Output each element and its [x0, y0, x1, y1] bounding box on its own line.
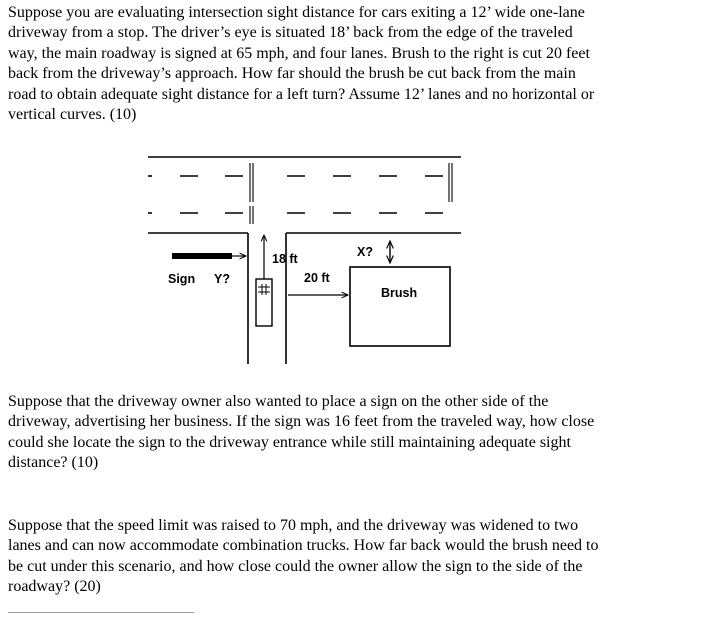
question-2-line: Suppose that the driveway owner also wanted to place a sign on the other side of the	[8, 393, 549, 410]
question-1-line: road to obtain adequate sight distance for a left turn? Assume 12’ lanes and no horizontal or	[8, 85, 595, 103]
brush-area	[350, 267, 450, 346]
question-1-text	[8, 3, 688, 125]
question-1-line: back from the driveway’s approach. How far should the brush be cut back from the main	[8, 65, 576, 83]
x-label: X?	[357, 245, 373, 259]
intersection-diagram	[0, 140, 701, 380]
question-3-line: be cut under this scenario, and how close could the owner allow the sign to the side of the	[8, 557, 583, 575]
bottom-divider	[8, 612, 194, 613]
question-3-line: lanes and can now accommodate combination trucks. How far back would the brush need to	[8, 537, 599, 555]
brush-label: Brush	[381, 286, 418, 300]
question-1-line: way, the main roadway is signed at 65 mph, and four lanes. Brush to the right is cut 20 feet	[8, 44, 590, 62]
question-1-line: driveway from a stop. The driver’s eye is situated 18’ back from the edge of the traveled	[8, 24, 573, 42]
question-2-line: distance? (10)	[8, 454, 99, 472]
sign-label: Sign	[168, 272, 196, 286]
centerline-markings	[250, 163, 452, 224]
question-2-line: driveway, advertising her business. If the sign was 16 feet from the traveled way, how close	[8, 413, 595, 431]
car-icon	[256, 279, 272, 326]
18ft-label: 18 ft	[272, 252, 298, 266]
question-3-line: roadway? (20)	[8, 578, 101, 596]
y-label: Y?	[214, 272, 230, 286]
question-1-line: Suppose you are evaluating intersection sight distance for cars exiting a 12’ wide one-lane	[8, 4, 585, 21]
20ft-label: 20 ft	[304, 271, 330, 285]
question-2-text	[8, 392, 678, 474]
question-2-line: could she locate the sign to the driveway entrance while still maintaining adequate sight	[8, 433, 571, 451]
question-3-text	[8, 516, 688, 598]
question-1-line: vertical curves. (10)	[8, 106, 137, 124]
question-3-line: Suppose that the speed limit was raised to 70 mph, and the driveway was widened to two	[8, 517, 579, 534]
